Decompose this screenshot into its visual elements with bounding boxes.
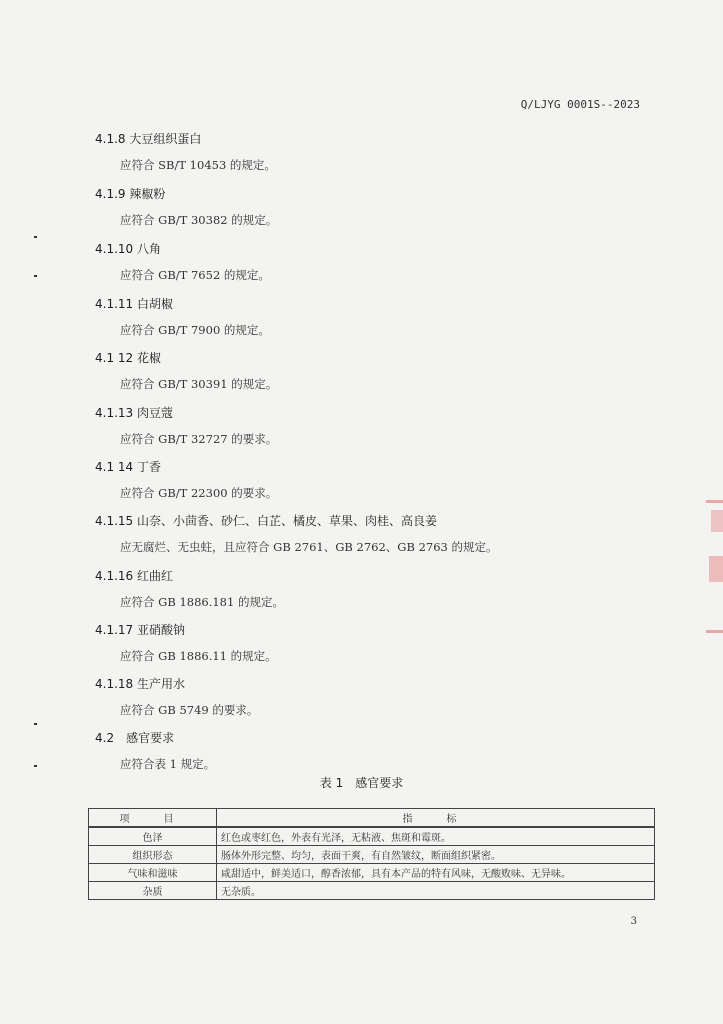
table-cell-indicator: 咸甜适中，鲜美适口，醇香浓郁，具有本产品的特有风味，无酸败味、无异味。 bbox=[217, 864, 655, 882]
section-heading: 4.1.8 大豆组织蛋白 bbox=[95, 132, 202, 146]
section-body: 应符合 GB/T 30382 的规定。 bbox=[120, 213, 278, 227]
table-cell-item: 组织形态 bbox=[89, 846, 217, 864]
seal-stamp-fragment bbox=[706, 500, 723, 503]
scan-speck bbox=[34, 765, 37, 767]
table-header-row bbox=[89, 809, 655, 828]
section-heading: 4.1.18 生产用水 bbox=[95, 677, 185, 691]
table-cell-indicator: 红色或枣红色，外表有光泽，无粘液、焦斑和霉斑。 bbox=[217, 827, 655, 846]
table-cell-indicator: 无杂质。 bbox=[217, 882, 655, 900]
section-body: 应符合 SB/T 10453 的规定。 bbox=[120, 158, 276, 172]
table-row bbox=[89, 882, 655, 900]
table-header-cell: 指 标 bbox=[217, 809, 655, 828]
section-heading: 4.1.9 辣椒粉 bbox=[95, 187, 166, 201]
section-heading: 4.2 感官要求 bbox=[95, 731, 175, 745]
sensory-requirements-table bbox=[88, 808, 655, 900]
seal-stamp-fragment bbox=[706, 630, 723, 633]
section-body: 应符合 GB/T 7652 的规定。 bbox=[120, 268, 270, 282]
section-heading: 4.1.16 红曲红 bbox=[95, 569, 173, 583]
section-body: 应符合表 1 规定。 bbox=[120, 757, 216, 771]
scan-speck bbox=[34, 723, 37, 725]
section-heading: 4.1.11 白胡椒 bbox=[95, 297, 173, 311]
section-heading: 4.1.15 山奈、小茴香、砂仁、白芷、橘皮、草果、肉桂、高良姜 bbox=[95, 514, 437, 528]
section-body: 应符合 GB/T 30391 的规定。 bbox=[120, 377, 278, 391]
section-heading: 4.1.10 八角 bbox=[95, 242, 161, 256]
section-body: 应符合 GB/T 32727 的要求。 bbox=[120, 432, 278, 446]
section-body: 应符合 GB 1886.181 的规定。 bbox=[120, 595, 284, 609]
seal-stamp-fragment bbox=[711, 510, 723, 532]
table-cell-item: 气味和滋味 bbox=[89, 864, 217, 882]
scan-speck bbox=[34, 275, 37, 277]
section-body: 应符合 GB/T 7900 的规定。 bbox=[120, 323, 270, 337]
seal-stamp-fragment bbox=[709, 556, 723, 582]
section-heading: 4.1.13 肉豆蔻 bbox=[95, 406, 173, 420]
section-heading: 4.1 12 花椒 bbox=[95, 351, 161, 365]
table-row bbox=[89, 827, 655, 846]
table-cell-item: 色泽 bbox=[89, 827, 217, 846]
scan-speck bbox=[34, 236, 37, 238]
page-number: 3 bbox=[630, 916, 637, 927]
section-body: 应符合 GB/T 22300 的要求。 bbox=[120, 486, 278, 500]
section-body: 应符合 GB 5749 的要求。 bbox=[120, 703, 259, 717]
table-cell-item: 杂质 bbox=[89, 882, 217, 900]
document-code: Q/LJYG 0001S--2023 bbox=[520, 98, 640, 111]
section-body: 应无腐烂、无虫蛀，且应符合 GB 2761、GB 2762、GB 2763 的规定。 bbox=[120, 540, 498, 554]
table-row bbox=[89, 846, 655, 864]
table-cell-indicator: 肠体外形完整、均匀，表面干爽，有自然皱纹，断面组织紧密。 bbox=[217, 846, 655, 864]
table-row bbox=[89, 864, 655, 882]
section-heading: 4.1 14 丁香 bbox=[95, 460, 161, 474]
table-caption: 表 1 感官要求 bbox=[319, 776, 404, 790]
section-heading: 4.1.17 亚硝酸钠 bbox=[95, 623, 185, 637]
table-header-cell: 项 目 bbox=[89, 809, 217, 828]
section-body: 应符合 GB 1886.11 的规定。 bbox=[120, 649, 277, 663]
